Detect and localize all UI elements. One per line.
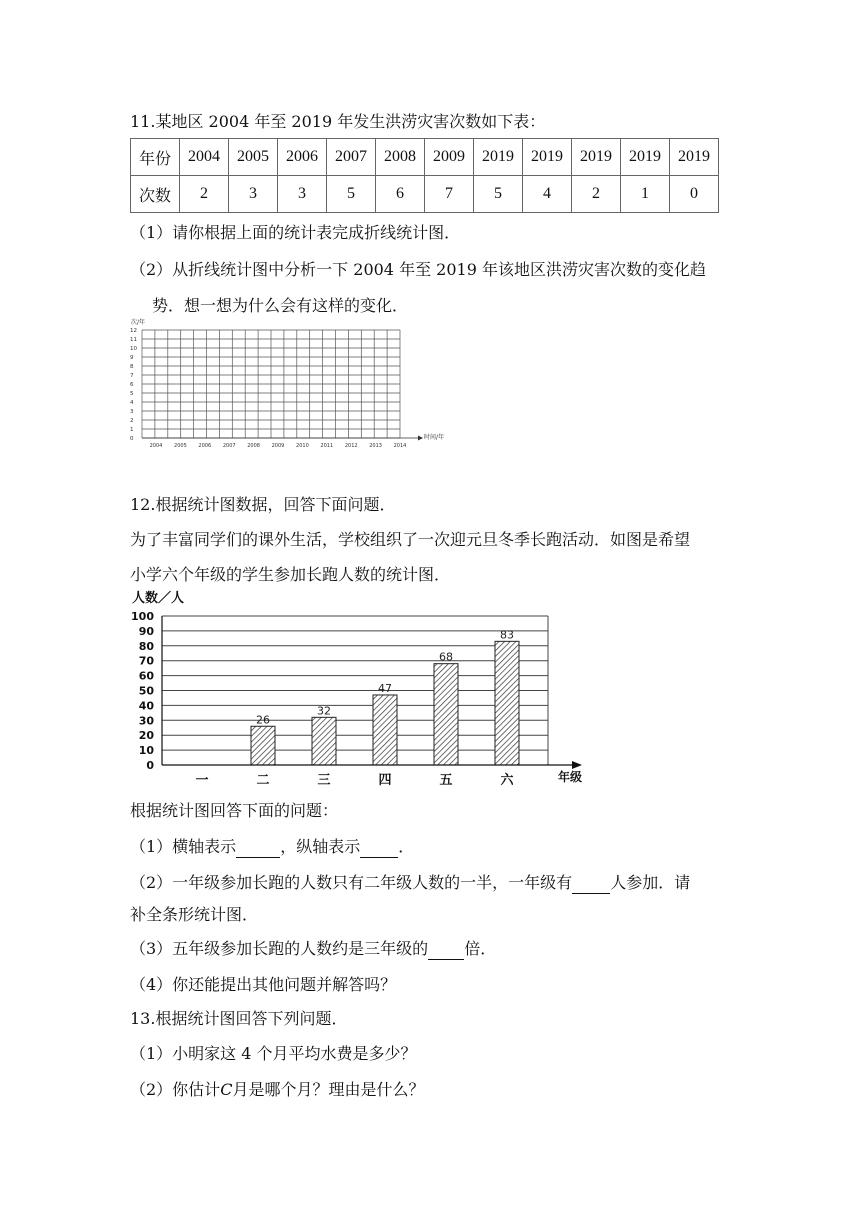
- grid-y-tick-label: 2: [130, 418, 134, 424]
- bar-x-tick-label: 六: [500, 773, 514, 788]
- bar-x-axis-label: 年级: [558, 770, 583, 784]
- table-cell: 2019: [474, 139, 523, 176]
- table-cell: 2019: [572, 139, 621, 176]
- bar-y-tick-label: 20: [138, 729, 154, 743]
- q12-sub1: [130, 836, 414, 858]
- bar: [312, 717, 336, 765]
- bar: [251, 726, 275, 765]
- answer-blank[interactable]: [572, 875, 610, 894]
- q12-after: 根据统计图回答下面的问题：: [130, 801, 339, 820]
- q12-sub1-text-a: （1）横轴表示: [130, 837, 237, 856]
- table-cell: 6: [376, 176, 425, 213]
- bar-y-tick-label: 80: [138, 639, 154, 653]
- grid-y-tick-label: 12: [130, 328, 137, 334]
- q12-sub1-text-c: ．: [398, 837, 415, 856]
- table-cell: 2004: [180, 139, 229, 176]
- q11-sub2-line2: 势．想一想为什么会有这样的变化．: [152, 296, 409, 315]
- table-cell: 2009: [425, 139, 474, 176]
- q12-sub3-text-a: （3）五年级参加长跑的人数约是三年级的: [130, 939, 429, 958]
- grid-x-arrow-icon: [418, 436, 423, 441]
- q11-sub1: （1）请你根据上面的统计表完成折线统计图．: [130, 223, 461, 242]
- q12-title: 12.根据统计图数据，回答下面问题．: [130, 495, 396, 514]
- grid-x-tick-label: 2007: [222, 443, 236, 449]
- table-header-count: 次数: [131, 176, 180, 213]
- q12-sub2-text-a: （2）一年级参加长跑的人数只有二年级人数的一半，一年级有: [130, 873, 573, 892]
- bar: [434, 664, 458, 765]
- table-cell: 2019: [621, 139, 670, 176]
- grid-y-tick-label: 10: [130, 346, 137, 352]
- q11-title: 11.某地区 2004 年至 2019 年发生洪涝灾害次数如下表：: [130, 112, 546, 131]
- table-cell: 4: [523, 176, 572, 213]
- bar-x-tick-label: 三: [317, 773, 331, 788]
- grid-y-tick-label: 4: [130, 400, 134, 406]
- answer-blank[interactable]: [428, 941, 464, 960]
- bar-y-tick-label: 60: [138, 669, 154, 683]
- table-cell: 3: [229, 176, 278, 213]
- table-cell: 2005: [229, 139, 278, 176]
- q13-sub1: （1）小明家这 4 个月平均水费是多少？: [130, 1044, 417, 1063]
- table-cell: 2008: [376, 139, 425, 176]
- bar-x-tick-label: 四: [378, 773, 392, 788]
- table-cell: 2019: [670, 139, 719, 176]
- bar-y-tick-label: 100: [131, 610, 154, 623]
- grid-x-tick-label: 2014: [393, 443, 407, 449]
- table-cell: 5: [474, 176, 523, 213]
- bar-chart: [126, 584, 596, 790]
- grid-x-tick-label: 2005: [174, 443, 187, 449]
- bar-value-label: 47: [378, 681, 392, 695]
- bar: [495, 641, 519, 765]
- table-cell: 7: [425, 176, 474, 213]
- q12-sub3-text-b: 倍．: [464, 939, 497, 958]
- q12-sub4: （4）你还能提出其他问题并解答吗？: [130, 975, 397, 994]
- x-axis-arrow-icon: [572, 761, 582, 769]
- bar-value-label: 68: [439, 650, 453, 664]
- table-header-year: 年份: [131, 139, 180, 176]
- bar-x-tick-label: 二: [256, 773, 270, 788]
- grid-y-tick-label: 5: [130, 391, 134, 397]
- q11-sub2-line1: （2）从折线统计图中分析一下 2004 年至 2019 年该地区洪涝灾害次数的变化趋: [130, 260, 706, 279]
- table-cell: 1: [621, 176, 670, 213]
- grid-y-tick-label: 11: [130, 337, 137, 343]
- grid-x-tick-label: 2010: [296, 443, 309, 449]
- bar-y-tick-label: 50: [138, 684, 154, 698]
- bar-y-tick-label: 90: [138, 624, 154, 638]
- table-cell: 2007: [327, 139, 376, 176]
- grid-y-tick-label: 1: [130, 427, 134, 433]
- grid-x-tick-label: 2008: [247, 443, 260, 449]
- q12-intro-line1: 为了丰富同学们的课外生活，学校组织了一次迎元旦冬季长跑活动．如图是希望: [130, 530, 691, 549]
- grid-x-tick-label: 2011: [320, 443, 334, 449]
- empty-line-chart-grid: [126, 316, 456, 456]
- bar-y-tick-label: 0: [146, 759, 154, 772]
- answer-blank[interactable]: [360, 839, 398, 858]
- table-cell: 2: [572, 176, 621, 213]
- grid-y-axis-label: 次/年: [131, 319, 146, 326]
- bar-x-tick-label: 五: [439, 773, 453, 788]
- q12-sub2-text-b: 人参加．请: [610, 873, 691, 892]
- grid-x-tick-label: 2013: [369, 443, 382, 449]
- bar-value-label: 26: [256, 713, 270, 727]
- table-cell: 2: [180, 176, 229, 213]
- grid-x-tick-label: 2004: [149, 443, 163, 449]
- grid-y-tick-label: 9: [130, 355, 134, 361]
- bar-y-tick-label: 40: [138, 699, 154, 713]
- grid-x-tick-label: 2006: [198, 443, 212, 449]
- table-row-years: [131, 139, 719, 176]
- bar-y-axis-label: 人数／人: [132, 591, 185, 606]
- bar-value-label: 32: [317, 704, 331, 718]
- q12-sub3: [130, 938, 496, 960]
- bar-y-tick-label: 30: [138, 714, 154, 728]
- bar-value-label: 83: [500, 628, 514, 642]
- grid-y-tick-label: 6: [130, 382, 134, 388]
- grid-y-tick-label: 8: [130, 364, 134, 370]
- grid-y-tick-label: 0: [130, 436, 134, 442]
- table-cell: 2019: [523, 139, 572, 176]
- q13-sub2-text-b: 月是哪个月？理由是什么？: [232, 1080, 425, 1099]
- q12-sub2-line1: [130, 872, 690, 894]
- flood-table: [130, 138, 719, 213]
- grid-x-axis-label: 时间/年: [424, 434, 445, 441]
- table-cell: 2006: [278, 139, 327, 176]
- q13-sub2-text-a: （2）你估计: [130, 1080, 221, 1099]
- q12-sub1-text-b: ，纵轴表示: [280, 837, 361, 856]
- table-row-counts: [131, 176, 719, 213]
- bar-y-tick-label: 10: [138, 744, 154, 758]
- grid-y-tick-label: 3: [130, 409, 134, 415]
- grid-x-tick-label: 2009: [271, 443, 285, 449]
- answer-blank[interactable]: [236, 839, 280, 858]
- bar-x-tick-label: 一: [195, 773, 209, 788]
- grid-x-tick-label: 2012: [344, 443, 358, 449]
- q12-intro-line2: 小学六个年级的学生参加长跑人数的统计图．: [130, 565, 451, 584]
- grid-y-tick-label: 7: [130, 373, 134, 379]
- table-cell: 3: [278, 176, 327, 213]
- q13-variable-c: C: [220, 1080, 233, 1099]
- q12-sub2-line2: 补全条形统计图．: [130, 905, 259, 924]
- q13-title: 13.根据统计图回答下列问题．: [130, 1009, 348, 1028]
- bar-y-tick-label: 70: [138, 654, 154, 668]
- bar: [373, 695, 397, 765]
- q13-sub2: [130, 1079, 424, 1101]
- table-cell: 5: [327, 176, 376, 213]
- table-cell: 0: [670, 176, 719, 213]
